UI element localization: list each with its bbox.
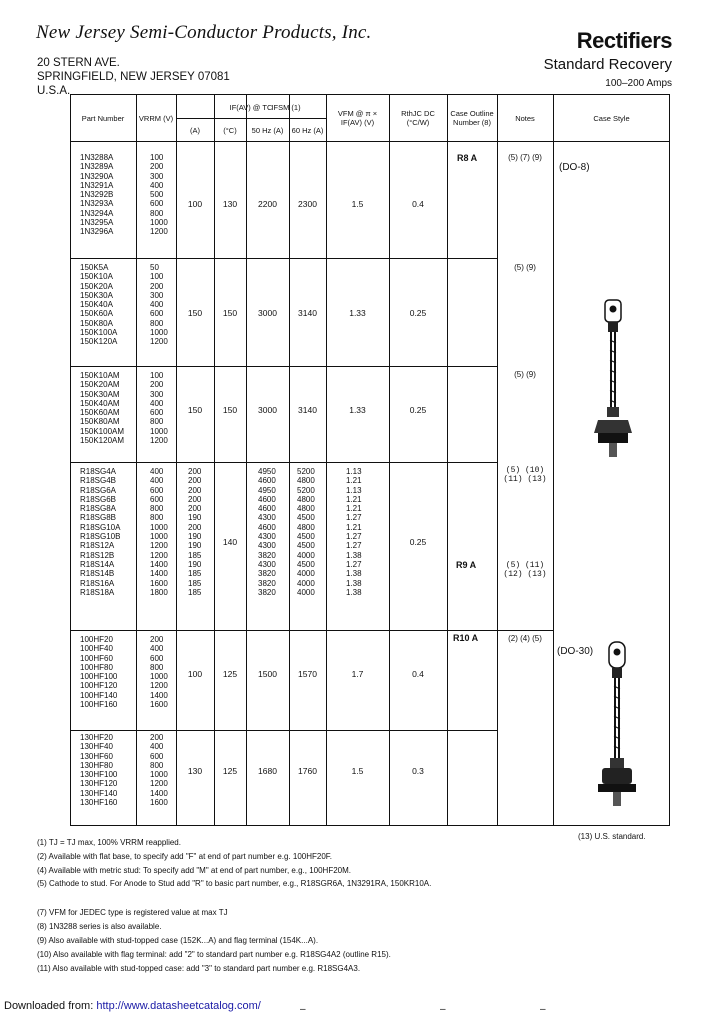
vrrm-list: 400 400 600 600 800 800 1000 1000 1200 1200 1400 1400 1600 1800 — [150, 467, 168, 597]
tc-value: 130 — [222, 199, 238, 209]
footnote: (5) Cathode to stud. For Anode to Stud add "R" to basic part number, e.g., R18SGR6A, 1N3291RA, 150KR10A. — [37, 879, 432, 888]
footnote: (10) Also available with flag terminal: add "2" to standard part number e.g. R18SG4A2 (outline R15). — [37, 950, 391, 959]
footnote: (13) U.S. standard. — [578, 832, 646, 841]
part-list: R18SG4A R18SG4B R18SG6A R18SG6B R18SG8A R18SG8B R18SG10A R18SG10B R18S12A R18S12B R18S14A R18S14B R18S16A R18S18A — [80, 467, 121, 597]
vrrm-list: 100 200 300 400 600 800 1000 1200 — [150, 371, 168, 446]
if-value: 150 — [187, 405, 203, 415]
col-divider — [497, 94, 498, 826]
footnote: (2) Available with flat base, to specify add "F" at end of part number e.g. 100HF20F. — [37, 852, 333, 861]
vrrm-list: 50 100 200 300 400 600 800 1000 1200 — [150, 263, 168, 347]
vfm-list: 1.13 1.21 1.13 1.21 1.21 1.27 1.21 1.27 1.27 1.38 1.27 1.38 1.38 1.38 — [346, 467, 362, 597]
ifsm50-value: 3000 — [258, 405, 277, 415]
address-line: SPRINGFIELD, NEW JERSEY 07081 — [37, 71, 230, 83]
tc-value: 150 — [222, 405, 238, 415]
part-list: 130HF20 130HF40 130HF60 130HF80 130HF100 130HF120 130HF140 130HF160 — [80, 733, 118, 808]
notes-value: (5) (11) (12) (13) — [503, 561, 547, 579]
download-label: Downloaded from: — [4, 1000, 94, 1012]
row-rule — [70, 730, 497, 731]
if-value: 100 — [187, 669, 203, 679]
rth-value: 0.25 — [409, 308, 427, 318]
header-ifsm-50: 50 Hz (A) — [251, 125, 284, 135]
ifsm50-value: 1500 — [258, 669, 277, 679]
vfm-value: 1.5 — [351, 199, 364, 209]
outline-tag: R8 A — [457, 153, 478, 163]
part-list: 1N3288A 1N3289A 1N3290A 1N3291A 1N3292B 1N3293A 1N3294A 1N3295A 1N3296A — [80, 153, 114, 237]
vfm-value: 1.33 — [349, 308, 366, 318]
outline-tag: R9 A — [456, 560, 477, 570]
ifsm60-value: 2300 — [298, 199, 317, 209]
footnote: (4) Available with metric stud: To specify add "M" at end of part number, e.g., 100HF20M. — [37, 866, 351, 875]
part-list: 150K5A 150K10A 150K20A 150K30A 150K40A 150K60A 150K80A 150K100A 150K120A — [80, 263, 118, 347]
rth-value: 0.25 — [409, 537, 427, 547]
ifsm60-value: 1760 — [298, 766, 317, 776]
rth-value: 0.4 — [412, 669, 424, 679]
footnote: (7) VFM for JEDEC type is registered value at max TJ — [37, 908, 228, 917]
header-outline: Case Outline Number (8) — [450, 109, 494, 127]
vfm-value: 1.5 — [351, 766, 364, 776]
header-rth: RthJC DC (°C/W) — [401, 109, 435, 127]
download-link[interactable]: http://www.datasheetcatalog.com/ — [96, 1000, 261, 1012]
scan-mark: – — [440, 1004, 446, 1015]
header-if-c: (°C) — [223, 125, 237, 135]
part-list: 150K10AM 150K20AM 150K30AM 150K40AM 150K60AM 150K80AM 150K100AM 150K120AM — [80, 371, 125, 446]
header-if-group: IF(AV) @ TC — [229, 102, 273, 112]
notes-rule — [484, 258, 497, 259]
ifsm50-value: 1680 — [258, 766, 277, 776]
ifsm60-value: 3140 — [298, 308, 317, 318]
header-if-a: (A) — [190, 125, 200, 135]
ifsm60-value: 3140 — [298, 405, 317, 415]
ifsm50-list: 4950 4600 4950 4600 4600 4300 4600 4300 4300 3820 4300 3820 3820 3820 — [258, 467, 276, 597]
company-name: New Jersey Semi-Conductor Products, Inc. — [36, 22, 372, 43]
footnote: (1) TJ = TJ max, 100% VRRM reapplied. — [37, 838, 181, 847]
tc-value: 140 — [222, 537, 238, 547]
scan-mark: – — [540, 1004, 546, 1015]
vfm-value: 1.33 — [349, 405, 366, 415]
if-value: 150 — [187, 308, 203, 318]
row-rule — [70, 630, 553, 631]
tc-value: 150 — [222, 308, 238, 318]
row-rule — [70, 258, 497, 259]
address-line: 20 STERN AVE. — [37, 57, 120, 69]
case-label-do30: (DO-30) — [557, 646, 594, 657]
header-part: Part Number — [81, 113, 125, 123]
footnote: (8) 1N3288 series is also available. — [37, 922, 162, 931]
rth-value: 0.3 — [412, 766, 424, 776]
ifsm60-value: 1570 — [298, 669, 317, 679]
download-source — [4, 1000, 261, 1012]
col-divider — [553, 94, 554, 826]
header-ifsm-group: IFSM (1) — [271, 102, 301, 112]
notes-value: (5) (10) (11) (13) — [503, 466, 547, 484]
do30-rectifier-icon — [592, 640, 642, 815]
ifsm60-list: 5200 4800 5200 4800 4800 4500 4800 4500 4500 4000 4500 4000 4000 4000 — [297, 467, 315, 597]
rth-value: 0.4 — [412, 199, 424, 209]
footnote: (9) Also available with stud-topped case (152K...A) and flag terminal (154K...A). — [37, 936, 319, 945]
ifsm50-value: 2200 — [258, 199, 277, 209]
notes-value: (5) (9) — [514, 370, 536, 379]
if-list: 200 200 200 200 200 190 200 190 190 185 190 185 185 185 — [188, 467, 202, 597]
header-vfm: VFM @ π × IF(AV) (V) — [337, 109, 378, 127]
if-value: 100 — [187, 199, 203, 209]
header-subrule — [176, 118, 326, 119]
scan-mark: – — [300, 1004, 306, 1015]
ifsm50-value: 3000 — [258, 308, 277, 318]
do8-rectifier-icon — [590, 295, 640, 465]
header-ifsm-60: 60 Hz (A) — [291, 125, 324, 135]
row-rule — [70, 462, 497, 463]
address-line: U.S.A. — [37, 85, 71, 97]
case-label-do8: (DO-8) — [559, 162, 590, 173]
page-title: Rectifiers — [576, 28, 672, 53]
notes-value: (5) (7) (9) — [508, 153, 542, 162]
header-rule — [70, 141, 553, 142]
col-divider — [136, 94, 137, 826]
header-rule — [553, 141, 670, 142]
tc-value: 125 — [222, 766, 238, 776]
row-rule — [70, 366, 497, 367]
rth-value: 0.25 — [409, 405, 427, 415]
header-notes: Notes — [515, 113, 535, 123]
tc-value: 125 — [222, 669, 238, 679]
outline-tag: R10 A — [453, 633, 479, 643]
footnote: (11) Also available with stud-topped case: add "3" to standard part number e.g. R18SG4A3. — [37, 964, 361, 973]
header-case-style: Case Style — [593, 113, 630, 123]
part-list: 100HF20 100HF40 100HF60 100HF80 100HF100 100HF120 100HF140 100HF160 — [80, 635, 118, 710]
vfm-value: 1.7 — [351, 669, 364, 679]
vrrm-list: 200 400 600 800 1000 1200 1400 1600 — [150, 733, 168, 808]
vrrm-list: 100 200 300 400 500 600 800 1000 1200 — [150, 153, 168, 237]
current-range: 100–200 Amps — [605, 78, 672, 89]
if-value: 130 — [187, 766, 203, 776]
page-subtitle: Standard Recovery — [543, 56, 672, 73]
vrrm-list: 200 400 600 800 1000 1200 1400 1600 — [150, 635, 168, 710]
notes-value: (5) (9) — [514, 263, 536, 272]
company-address — [37, 56, 230, 98]
col-divider — [447, 94, 448, 826]
notes-value: (2) (4) (5) — [508, 634, 542, 643]
header-vrrm: VRRM (V) — [138, 113, 174, 123]
